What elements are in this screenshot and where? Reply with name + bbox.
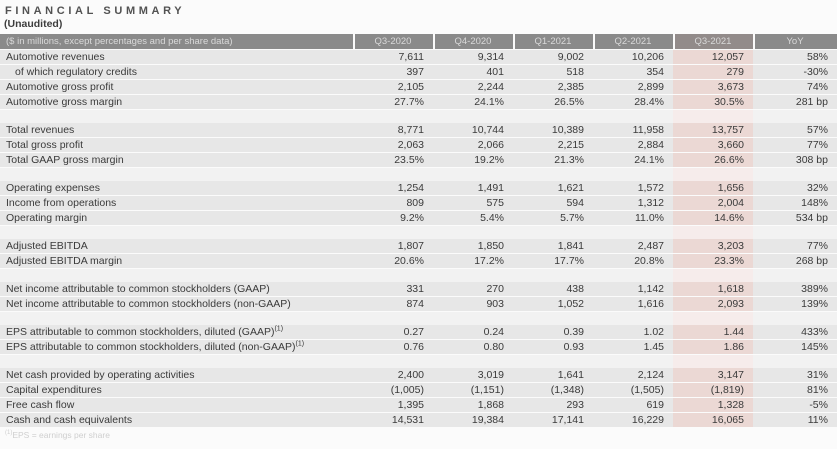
cell-q2-2021: 1,312 [593, 196, 673, 210]
cell-q3-2021: 12,057 [673, 50, 753, 64]
page-subtitle: (Unaudited) [4, 18, 63, 30]
cell-q1-2021: 26.5% [513, 95, 593, 109]
cell-q3-2020: 397 [353, 65, 433, 79]
cell-q2-2021: 1,572 [593, 181, 673, 195]
row-label-text: Adjusted EBITDA margin [6, 255, 123, 267]
cell-q4-2020: 5.4% [433, 211, 513, 225]
cell-q3-2021: 30.5% [673, 95, 753, 109]
cell-q3-2020: (1,005) [353, 383, 433, 397]
cell-q3-2020: 14,531 [353, 413, 433, 427]
table-row [0, 123, 837, 137]
section-gap-cell [433, 226, 513, 239]
cell-q1-2021: 21.3% [513, 153, 593, 167]
cell-yoy: 32% [753, 181, 837, 195]
cell-q3-2021: 23.3% [673, 254, 753, 268]
cell-yoy: 145% [753, 340, 837, 354]
cell-q3-2021: 3,660 [673, 138, 753, 152]
cell-q2-2021: 2,124 [593, 368, 673, 382]
cell-q4-2020: 9,314 [433, 50, 513, 64]
table-row [0, 65, 837, 79]
cell-q3-2020: 2,400 [353, 368, 433, 382]
cell-q3-2021: 3,147 [673, 368, 753, 382]
section-gap-cell [353, 168, 433, 181]
row-label [0, 80, 353, 94]
table-body [0, 50, 837, 427]
cell-q3-2020: 2,105 [353, 80, 433, 94]
cell-q3-2020: 2,063 [353, 138, 433, 152]
cell-q4-2020: 0.80 [433, 340, 513, 354]
cell-q3-2021: 26.6% [673, 153, 753, 167]
footnote-text: EPS = earnings per share [12, 430, 110, 440]
cell-q2-2021: 20.8% [593, 254, 673, 268]
cell-q3-2020: 331 [353, 282, 433, 296]
column-header-q4-2020: Q4-2020 [433, 34, 513, 49]
cell-q1-2021: 17.7% [513, 254, 593, 268]
row-label [0, 325, 353, 339]
cell-q3-2021: 1,618 [673, 282, 753, 296]
cell-q3-2021: 279 [673, 65, 753, 79]
cell-q1-2021: 518 [513, 65, 593, 79]
cell-q4-2020: 575 [433, 196, 513, 210]
cell-q3-2021: 1,328 [673, 398, 753, 412]
cell-q4-2020: 1,868 [433, 398, 513, 412]
cell-q4-2020: 0.24 [433, 325, 513, 339]
cell-q3-2020: 8,771 [353, 123, 433, 137]
section-gap-highlight [673, 312, 753, 325]
cell-q2-2021: 10,206 [593, 50, 673, 64]
cell-q2-2021: 619 [593, 398, 673, 412]
section-gap-cell [593, 355, 673, 368]
cell-q4-2020: 2,066 [433, 138, 513, 152]
section-gap [0, 110, 837, 123]
table-row [0, 413, 837, 427]
cell-q4-2020: 903 [433, 297, 513, 311]
section-gap [0, 312, 837, 325]
row-label-text: Net cash provided by operating activities [6, 369, 195, 381]
cell-q3-2020: 1,807 [353, 239, 433, 253]
section-gap-highlight [673, 355, 753, 368]
cell-yoy: 11% [753, 413, 837, 427]
cell-q2-2021: 24.1% [593, 153, 673, 167]
table-row [0, 211, 837, 225]
row-label [0, 340, 353, 354]
cell-q2-2021: 1.45 [593, 340, 673, 354]
row-label [0, 95, 353, 109]
table-row [0, 325, 837, 339]
cell-q1-2021: 2,215 [513, 138, 593, 152]
section-gap-cell [753, 269, 837, 282]
table-row [0, 297, 837, 311]
row-label [0, 383, 353, 397]
row-label [0, 297, 353, 311]
row-label-text: Automotive gross profit [6, 81, 114, 93]
cell-q1-2021: 1,621 [513, 181, 593, 195]
cell-q4-2020: 17.2% [433, 254, 513, 268]
section-gap-cell [753, 110, 837, 123]
cell-q4-2020: 270 [433, 282, 513, 296]
cell-q1-2021: 9,002 [513, 50, 593, 64]
cell-q3-2021: 2,093 [673, 297, 753, 311]
cell-q2-2021: 2,899 [593, 80, 673, 94]
section-gap-cell [353, 355, 433, 368]
section-gap-cell [0, 226, 353, 239]
row-label [0, 153, 353, 167]
cell-q3-2021: 3,203 [673, 239, 753, 253]
column-header-yoy: YoY [753, 34, 837, 49]
cell-q2-2021: 1,142 [593, 282, 673, 296]
cell-q3-2020: 0.27 [353, 325, 433, 339]
cell-q3-2021: 13,757 [673, 123, 753, 137]
row-label-text: Automotive gross margin [6, 96, 123, 108]
cell-yoy: 308 bp [753, 153, 837, 167]
section-gap-cell [753, 355, 837, 368]
column-header-q3-2020: Q3-2020 [353, 34, 433, 49]
cell-yoy: 148% [753, 196, 837, 210]
row-label [0, 196, 353, 210]
row-label-text: Free cash flow [6, 399, 75, 411]
cell-yoy: 58% [753, 50, 837, 64]
cell-q4-2020: 24.1% [433, 95, 513, 109]
cell-q4-2020: 1,850 [433, 239, 513, 253]
footnote-superscript: (1) [5, 430, 13, 437]
cell-q2-2021: 2,487 [593, 239, 673, 253]
cell-yoy: -30% [753, 65, 837, 79]
cell-q3-2020: 27.7% [353, 95, 433, 109]
cell-yoy: 139% [753, 297, 837, 311]
row-label-text: Operating expenses [6, 182, 100, 194]
cell-q2-2021: 11.0% [593, 211, 673, 225]
row-label-text: Automotive revenues [6, 51, 105, 63]
section-gap-cell [433, 168, 513, 181]
row-label-text: Net income attributable to common stockholders (non-GAAP) [6, 298, 291, 310]
row-label [0, 211, 353, 225]
cell-q1-2021: 17,141 [513, 413, 593, 427]
cell-yoy: 268 bp [753, 254, 837, 268]
cell-q2-2021: 2,884 [593, 138, 673, 152]
cell-q4-2020: 3,019 [433, 368, 513, 382]
section-gap-cell [353, 226, 433, 239]
cell-q1-2021: 438 [513, 282, 593, 296]
cell-q3-2020: 0.76 [353, 340, 433, 354]
cell-q1-2021: 5.7% [513, 211, 593, 225]
row-label-superscript: (1) [295, 340, 305, 348]
section-gap-cell [513, 110, 593, 123]
row-label [0, 239, 353, 253]
section-gap-cell [353, 312, 433, 325]
cell-q3-2021: 1.44 [673, 325, 753, 339]
section-gap-cell [433, 312, 513, 325]
cell-q3-2021: 1,656 [673, 181, 753, 195]
section-gap-cell [593, 269, 673, 282]
column-header-q3-2021: Q3-2021 [673, 34, 753, 49]
row-label [0, 65, 353, 79]
cell-q3-2020: 874 [353, 297, 433, 311]
section-gap-cell [593, 312, 673, 325]
cell-q2-2021: 11,958 [593, 123, 673, 137]
section-gap-cell [593, 168, 673, 181]
section-gap-cell [0, 110, 353, 123]
section-gap-cell [593, 110, 673, 123]
cell-q2-2021: 1,616 [593, 297, 673, 311]
cell-q1-2021: 10,389 [513, 123, 593, 137]
row-label-text: of which regulatory credits [15, 66, 137, 78]
row-label-text: Operating margin [6, 212, 88, 224]
cell-q4-2020: 401 [433, 65, 513, 79]
cell-q3-2020: 23.5% [353, 153, 433, 167]
row-label-text: Net income attributable to common stockholders (GAAP) [6, 283, 270, 295]
section-gap-cell [513, 269, 593, 282]
cell-yoy: 534 bp [753, 211, 837, 225]
section-gap [0, 355, 837, 368]
section-gap-highlight [673, 226, 753, 239]
column-header-q1-2021: Q1-2021 [513, 34, 593, 49]
row-label [0, 398, 353, 412]
section-gap-highlight [673, 110, 753, 123]
table-row [0, 340, 837, 354]
cell-q1-2021: 293 [513, 398, 593, 412]
cell-yoy: 433% [753, 325, 837, 339]
row-label-text: Cash and cash equivalents [6, 414, 133, 426]
section-gap [0, 168, 837, 181]
cell-q2-2021: 1.02 [593, 325, 673, 339]
section-gap-cell [353, 110, 433, 123]
section-gap-cell [753, 168, 837, 181]
section-gap-highlight [673, 168, 753, 181]
cell-q1-2021: 2,385 [513, 80, 593, 94]
cell-yoy: 389% [753, 282, 837, 296]
cell-q2-2021: (1,505) [593, 383, 673, 397]
financial-summary-table [0, 34, 837, 427]
section-gap-cell [353, 269, 433, 282]
row-label-text: Adjusted EBITDA [6, 240, 88, 252]
section-gap-cell [753, 312, 837, 325]
cell-yoy: 281 bp [753, 95, 837, 109]
table-row [0, 282, 837, 296]
cell-q4-2020: 10,744 [433, 123, 513, 137]
cell-q2-2021: 354 [593, 65, 673, 79]
row-label-text: EPS attributable to common stockholders, diluted (non-GAAP) [6, 341, 296, 353]
row-label [0, 138, 353, 152]
cell-q3-2020: 9.2% [353, 211, 433, 225]
table-row [0, 398, 837, 412]
table-row [0, 138, 837, 152]
section-gap-cell [433, 110, 513, 123]
column-header-q2-2021: Q2-2021 [593, 34, 673, 49]
table-row [0, 254, 837, 268]
cell-q4-2020: 19,384 [433, 413, 513, 427]
row-label [0, 123, 353, 137]
row-label-text: EPS attributable to common stockholders, diluted (GAAP) [6, 326, 275, 338]
cell-yoy: 77% [753, 239, 837, 253]
cell-q3-2020: 1,395 [353, 398, 433, 412]
cell-yoy: 81% [753, 383, 837, 397]
cell-q3-2021: 1.86 [673, 340, 753, 354]
section-gap-cell [433, 355, 513, 368]
cell-q1-2021: 1,052 [513, 297, 593, 311]
table-row [0, 383, 837, 397]
table-row [0, 239, 837, 253]
cell-q4-2020: (1,151) [433, 383, 513, 397]
cell-yoy: -5% [753, 398, 837, 412]
section-gap-cell [433, 269, 513, 282]
table-header-label: ($ in millions, except percentages and per share data) [0, 34, 353, 49]
row-label-text: Total GAAP gross margin [6, 154, 124, 166]
footnote [0, 430, 837, 440]
section-gap-cell [513, 312, 593, 325]
row-label [0, 368, 353, 382]
row-label-text: Income from operations [6, 197, 117, 209]
cell-q1-2021: 1,841 [513, 239, 593, 253]
table-row [0, 50, 837, 64]
cell-q1-2021: 0.39 [513, 325, 593, 339]
table-row [0, 196, 837, 210]
row-label [0, 181, 353, 195]
row-label-text: Capital expenditures [6, 384, 102, 396]
table-row [0, 153, 837, 167]
cell-q2-2021: 16,229 [593, 413, 673, 427]
cell-q1-2021: 0.93 [513, 340, 593, 354]
table-row [0, 181, 837, 195]
cell-q1-2021: 1,641 [513, 368, 593, 382]
table-row [0, 368, 837, 382]
cell-q3-2021: 16,065 [673, 413, 753, 427]
page-title: FINANCIAL SUMMARY [5, 5, 186, 17]
table-header-row [0, 34, 837, 49]
section-gap [0, 226, 837, 239]
cell-yoy: 74% [753, 80, 837, 94]
cell-q2-2021: 28.4% [593, 95, 673, 109]
row-label [0, 50, 353, 64]
cell-q3-2021: 2,004 [673, 196, 753, 210]
row-label-superscript: (1) [274, 325, 284, 333]
section-gap-highlight [673, 269, 753, 282]
section-gap-cell [593, 226, 673, 239]
cell-q3-2021: 14.6% [673, 211, 753, 225]
section-gap-cell [513, 226, 593, 239]
cell-q3-2020: 20.6% [353, 254, 433, 268]
section-gap [0, 269, 837, 282]
section-gap-cell [753, 226, 837, 239]
table-row [0, 95, 837, 109]
cell-q3-2020: 7,611 [353, 50, 433, 64]
cell-q1-2021: 594 [513, 196, 593, 210]
cell-q4-2020: 1,491 [433, 181, 513, 195]
cell-q1-2021: (1,348) [513, 383, 593, 397]
row-label [0, 413, 353, 427]
cell-yoy: 77% [753, 138, 837, 152]
table-row [0, 80, 837, 94]
section-gap-cell [0, 168, 353, 181]
cell-q4-2020: 19.2% [433, 153, 513, 167]
row-label-text: Total revenues [6, 124, 75, 136]
row-label [0, 254, 353, 268]
section-gap-cell [513, 168, 593, 181]
section-gap-cell [0, 355, 353, 368]
cell-q3-2021: 3,673 [673, 80, 753, 94]
row-label [0, 282, 353, 296]
cell-q3-2020: 1,254 [353, 181, 433, 195]
row-label-text: Total gross profit [6, 139, 84, 151]
section-gap-cell [513, 355, 593, 368]
cell-q3-2021: (1,819) [673, 383, 753, 397]
section-gap-cell [0, 269, 353, 282]
cell-yoy: 31% [753, 368, 837, 382]
cell-yoy: 57% [753, 123, 837, 137]
cell-q3-2020: 809 [353, 196, 433, 210]
section-gap-cell [0, 312, 353, 325]
cell-q4-2020: 2,244 [433, 80, 513, 94]
